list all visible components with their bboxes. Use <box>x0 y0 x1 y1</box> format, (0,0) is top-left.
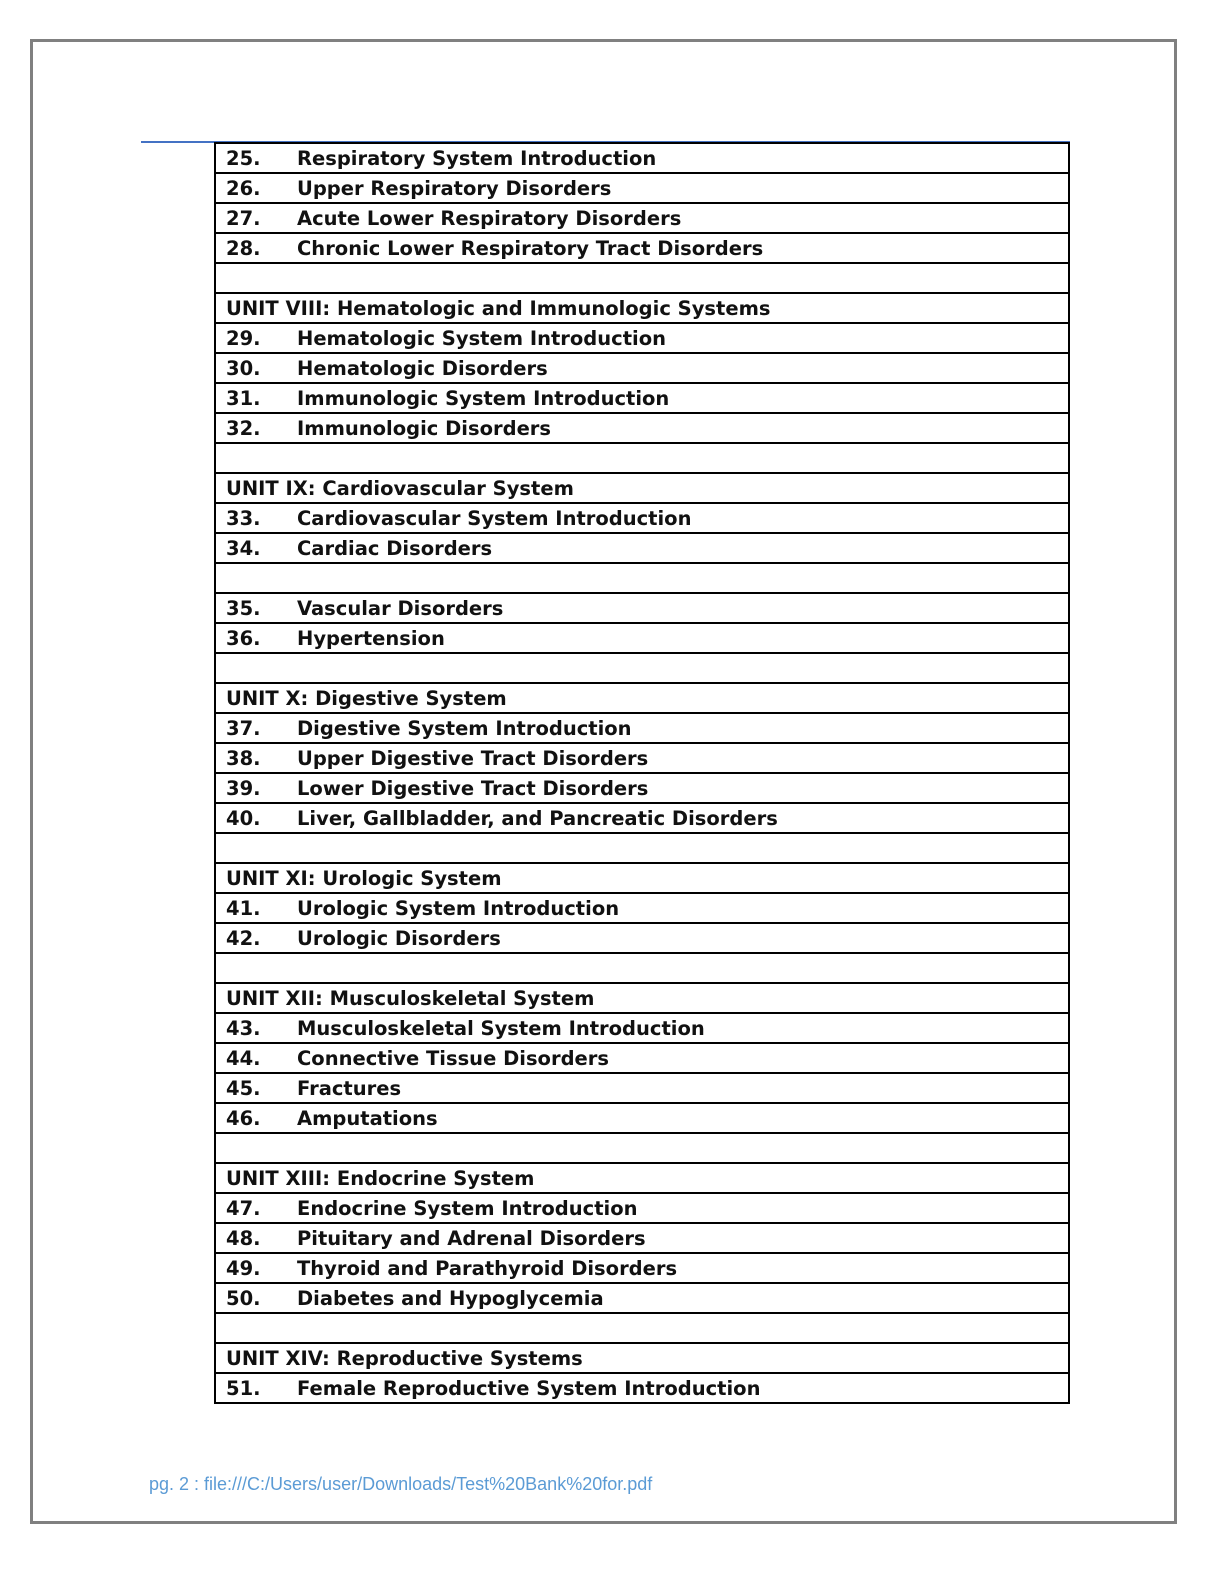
toc-chapter-row <box>216 504 1068 534</box>
toc-chapter-row <box>216 714 1068 744</box>
chapter-number: 36. <box>226 626 261 650</box>
chapter-title: Cardiac Disorders <box>297 536 493 560</box>
table-of-contents <box>214 142 1070 1404</box>
chapter-number: 46. <box>226 1106 261 1130</box>
chapter-number: 38. <box>226 746 261 770</box>
toc-chapter-row <box>216 1374 1068 1402</box>
chapter-number: 30. <box>226 356 261 380</box>
unit-heading: UNIT XIV: Reproductive Systems <box>226 1346 583 1370</box>
unit-heading: UNIT XI: Urologic System <box>226 866 502 890</box>
unit-heading: UNIT IX: Cardiovascular System <box>226 476 574 500</box>
toc-chapter-row <box>216 1044 1068 1074</box>
toc-chapter-row <box>216 174 1068 204</box>
unit-heading: UNIT XII: Musculoskeletal System <box>226 986 595 1010</box>
chapter-title: Acute Lower Respiratory Disorders <box>297 206 682 230</box>
toc-unit-row <box>216 1344 1068 1374</box>
toc-unit-row <box>216 864 1068 894</box>
chapter-number: 50. <box>226 1286 261 1310</box>
chapter-number: 39. <box>226 776 261 800</box>
toc-blank-row <box>216 1134 1068 1164</box>
chapter-number: 25. <box>226 146 261 170</box>
toc-blank-row <box>216 834 1068 864</box>
toc-chapter-row <box>216 1014 1068 1044</box>
chapter-title: Musculoskeletal System Introduction <box>297 1016 705 1040</box>
chapter-number: 47. <box>226 1196 261 1220</box>
chapter-number: 32. <box>226 416 261 440</box>
toc-chapter-row <box>216 534 1068 564</box>
toc-blank-row <box>216 654 1068 684</box>
toc-chapter-row <box>216 1104 1068 1134</box>
toc-chapter-row <box>216 744 1068 774</box>
chapter-number: 41. <box>226 896 261 920</box>
chapter-title: Amputations <box>297 1106 438 1130</box>
chapter-title: Female Reproductive System Introduction <box>297 1376 761 1400</box>
toc-chapter-row <box>216 384 1068 414</box>
chapter-number: 51. <box>226 1376 261 1400</box>
toc-chapter-row <box>216 804 1068 834</box>
toc-blank-row <box>216 444 1068 474</box>
toc-unit-row <box>216 294 1068 324</box>
toc-blank-row <box>216 954 1068 984</box>
chapter-title: Hematologic Disorders <box>297 356 548 380</box>
chapter-title: Digestive System Introduction <box>297 716 632 740</box>
toc-chapter-row <box>216 234 1068 264</box>
chapter-number: 27. <box>226 206 261 230</box>
chapter-number: 44. <box>226 1046 261 1070</box>
unit-heading: UNIT XIII: Endocrine System <box>226 1166 535 1190</box>
toc-chapter-row <box>216 354 1068 384</box>
unit-heading: UNIT VIII: Hematologic and Immunologic Systems <box>226 296 771 320</box>
toc-chapter-row <box>216 894 1068 924</box>
chapter-number: 33. <box>226 506 261 530</box>
toc-unit-row <box>216 984 1068 1014</box>
toc-chapter-row <box>216 324 1068 354</box>
chapter-number: 26. <box>226 176 261 200</box>
chapter-title: Vascular Disorders <box>297 596 504 620</box>
chapter-number: 34. <box>226 536 261 560</box>
toc-chapter-row <box>216 594 1068 624</box>
toc-chapter-row <box>216 624 1068 654</box>
chapter-number: 31. <box>226 386 261 410</box>
toc-chapter-row <box>216 1074 1068 1104</box>
toc-blank-row <box>216 564 1068 594</box>
chapter-number: 48. <box>226 1226 261 1250</box>
chapter-number: 29. <box>226 326 261 350</box>
toc-chapter-row <box>216 414 1068 444</box>
chapter-title: Cardiovascular System Introduction <box>297 506 692 530</box>
chapter-title: Chronic Lower Respiratory Tract Disorders <box>297 236 764 260</box>
chapter-title: Immunologic System Introduction <box>297 386 670 410</box>
chapter-title: Connective Tissue Disorders <box>297 1046 609 1070</box>
chapter-title: Liver, Gallbladder, and Pancreatic Disorders <box>297 806 778 830</box>
toc-chapter-row <box>216 1194 1068 1224</box>
chapter-title: Immunologic Disorders <box>297 416 552 440</box>
chapter-title: Hematologic System Introduction <box>297 326 666 350</box>
toc-blank-row <box>216 1314 1068 1344</box>
chapter-title: Respiratory System Introduction <box>297 146 657 170</box>
page-footer: pg. 2 : file:///C:/Users/user/Downloads/Test%20Bank%20for.pdf <box>149 1474 653 1494</box>
toc-chapter-row <box>216 1224 1068 1254</box>
chapter-number: 49. <box>226 1256 261 1280</box>
chapter-number: 42. <box>226 926 261 950</box>
toc-unit-row <box>216 1164 1068 1194</box>
chapter-title: Urologic Disorders <box>297 926 501 950</box>
chapter-title: Upper Digestive Tract Disorders <box>297 746 649 770</box>
chapter-title: Endocrine System Introduction <box>297 1196 638 1220</box>
toc-blank-row <box>216 264 1068 294</box>
chapter-number: 37. <box>226 716 261 740</box>
toc-unit-row <box>216 684 1068 714</box>
chapter-number: 40. <box>226 806 261 830</box>
chapter-title: Diabetes and Hypoglycemia <box>297 1286 604 1310</box>
chapter-title: Pituitary and Adrenal Disorders <box>297 1226 646 1250</box>
unit-heading: UNIT X: Digestive System <box>226 686 507 710</box>
toc-chapter-row <box>216 1284 1068 1314</box>
toc-unit-row <box>216 474 1068 504</box>
chapter-title: Lower Digestive Tract Disorders <box>297 776 649 800</box>
toc-chapter-row <box>216 1254 1068 1284</box>
chapter-number: 43. <box>226 1016 261 1040</box>
toc-chapter-row <box>216 144 1068 174</box>
chapter-title: Upper Respiratory Disorders <box>297 176 612 200</box>
toc-chapter-row <box>216 204 1068 234</box>
chapter-title: Fractures <box>297 1076 402 1100</box>
chapter-title: Urologic System Introduction <box>297 896 620 920</box>
toc-chapter-row <box>216 774 1068 804</box>
chapter-title: Hypertension <box>297 626 445 650</box>
chapter-number: 45. <box>226 1076 261 1100</box>
chapter-title: Thyroid and Parathyroid Disorders <box>297 1256 678 1280</box>
chapter-number: 28. <box>226 236 261 260</box>
chapter-number: 35. <box>226 596 261 620</box>
toc-chapter-row <box>216 924 1068 954</box>
